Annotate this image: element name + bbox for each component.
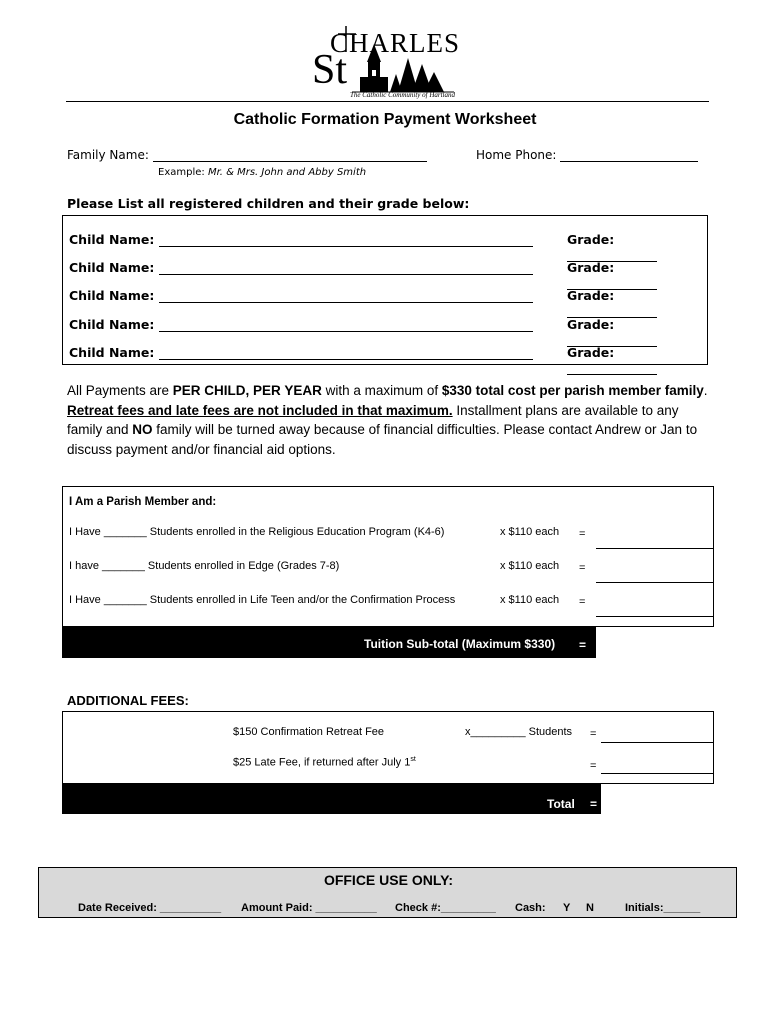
equals-sign: = [579, 528, 586, 540]
logo-wordmark: CHARLES [330, 28, 461, 58]
retreat-student-count[interactable]: x_________ Students [465, 726, 573, 738]
amount-field[interactable] [596, 548, 714, 549]
child-name-field[interactable] [159, 235, 533, 247]
child-row: Child Name: [69, 345, 533, 360]
home-phone-row [476, 148, 698, 162]
total-label: Total [547, 797, 575, 811]
rate-label: x $110 each [500, 526, 560, 538]
grade-row: Grade: [567, 260, 707, 290]
member-row-life-teen: I Have _______ Students enrolled in Life Teen and/or the Confirmation Process [69, 594, 456, 606]
child-name-field[interactable] [159, 263, 533, 275]
example-value: Mr. & Mrs. John and Abby Smith [207, 167, 367, 178]
equals-sign: = [579, 638, 587, 652]
cash-label: Cash: [515, 902, 546, 914]
child-name-field[interactable] [159, 291, 533, 303]
equals-sign: = [579, 596, 586, 608]
amount-paid-field[interactable]: Amount Paid: __________ [241, 902, 377, 914]
example-row [158, 167, 366, 178]
member-heading: I Am a Parish Member and: [69, 496, 217, 508]
family-name-row [67, 148, 427, 162]
logo-st: St [312, 47, 348, 93]
child-name-field[interactable] [159, 348, 533, 360]
date-received-field[interactable]: Date Received: __________ [78, 902, 222, 914]
late-fee-amount-field[interactable] [601, 773, 714, 774]
amount-field[interactable] [596, 582, 714, 583]
equals-sign: = [590, 728, 597, 740]
grade-row: Grade: [567, 345, 707, 375]
check-number-field[interactable]: Check #:_________ [395, 902, 496, 914]
page-title: Catholic Formation Payment Worksheet [233, 111, 537, 128]
additional-fees-table [62, 711, 714, 814]
total-field[interactable] [601, 783, 714, 814]
office-use-box [38, 867, 737, 918]
grade-field[interactable] [567, 363, 657, 375]
payment-policy-text: All Payments are PER CHILD, PER YEAR with a maximum of $330 total cost per parish member family. Retreat fees and late fees are not included in that maximum. Installment plans are available to any family and NO family will be turned away because of financial difficulties. Please contact Andrew or Jan to discuss payment and/or financial aid options. [67, 383, 708, 457]
grade-row: Grade: [567, 288, 707, 318]
retreat-fee-label: $150 Confirmation Retreat Fee [233, 726, 385, 738]
cash-yes-option[interactable]: Y [563, 902, 571, 914]
grade-row: Grade: [567, 317, 707, 347]
child-row: Child Name: [69, 260, 533, 275]
rate-label: x $110 each [500, 560, 560, 572]
equals-sign: = [579, 562, 586, 574]
retreat-amount-field[interactable] [601, 742, 714, 743]
home-phone-field[interactable] [560, 149, 698, 162]
initials-field[interactable]: Initials:______ [625, 902, 701, 914]
example-label: Example: [158, 167, 205, 178]
cash-no-option[interactable]: N [586, 902, 594, 914]
tuition-subtotal-label: Tuition Sub-total (Maximum $330) [364, 637, 556, 651]
student-count-blank[interactable]: _______ [102, 560, 145, 572]
grade-row: Grade: [567, 232, 707, 262]
family-name-label: Family Name: [67, 148, 149, 162]
children-heading: Please List all registered children and their grade below: [67, 196, 470, 211]
late-fee-label: $25 Late Fee, if returned after July 1st [233, 756, 416, 769]
child-row: Child Name: [69, 288, 533, 303]
header-rule [66, 101, 709, 102]
child-row: Child Name: [69, 232, 533, 247]
member-row-edge: I have _______ Students enrolled in Edge (Grades 7-8) [69, 560, 340, 572]
child-name-field[interactable] [159, 320, 533, 332]
equals-sign: = [590, 797, 598, 811]
tuition-subtotal-field[interactable] [596, 626, 714, 658]
parish-member-table [62, 486, 714, 658]
logo-tagline: The Catholic Community of Hartland [350, 91, 455, 99]
tuition-subtotal-bar [63, 626, 596, 658]
children-box [62, 215, 708, 365]
child-row: Child Name: [69, 317, 533, 332]
student-count-blank[interactable]: _______ [103, 526, 147, 538]
amount-field[interactable] [596, 616, 714, 617]
equals-sign: = [590, 760, 597, 772]
additional-fees-heading: ADDITIONAL FEES: [67, 693, 189, 708]
family-name-field[interactable] [153, 149, 427, 162]
home-phone-label: Home Phone: [476, 148, 557, 162]
office-use-title: OFFICE USE ONLY: [323, 872, 454, 888]
total-bar [63, 783, 601, 814]
rate-label: x $110 each [500, 594, 560, 606]
student-count-blank[interactable]: _______ [103, 594, 147, 606]
member-row-religious-ed: I Have _______ Students enrolled in the Religious Education Program (K4-6) [69, 526, 445, 538]
